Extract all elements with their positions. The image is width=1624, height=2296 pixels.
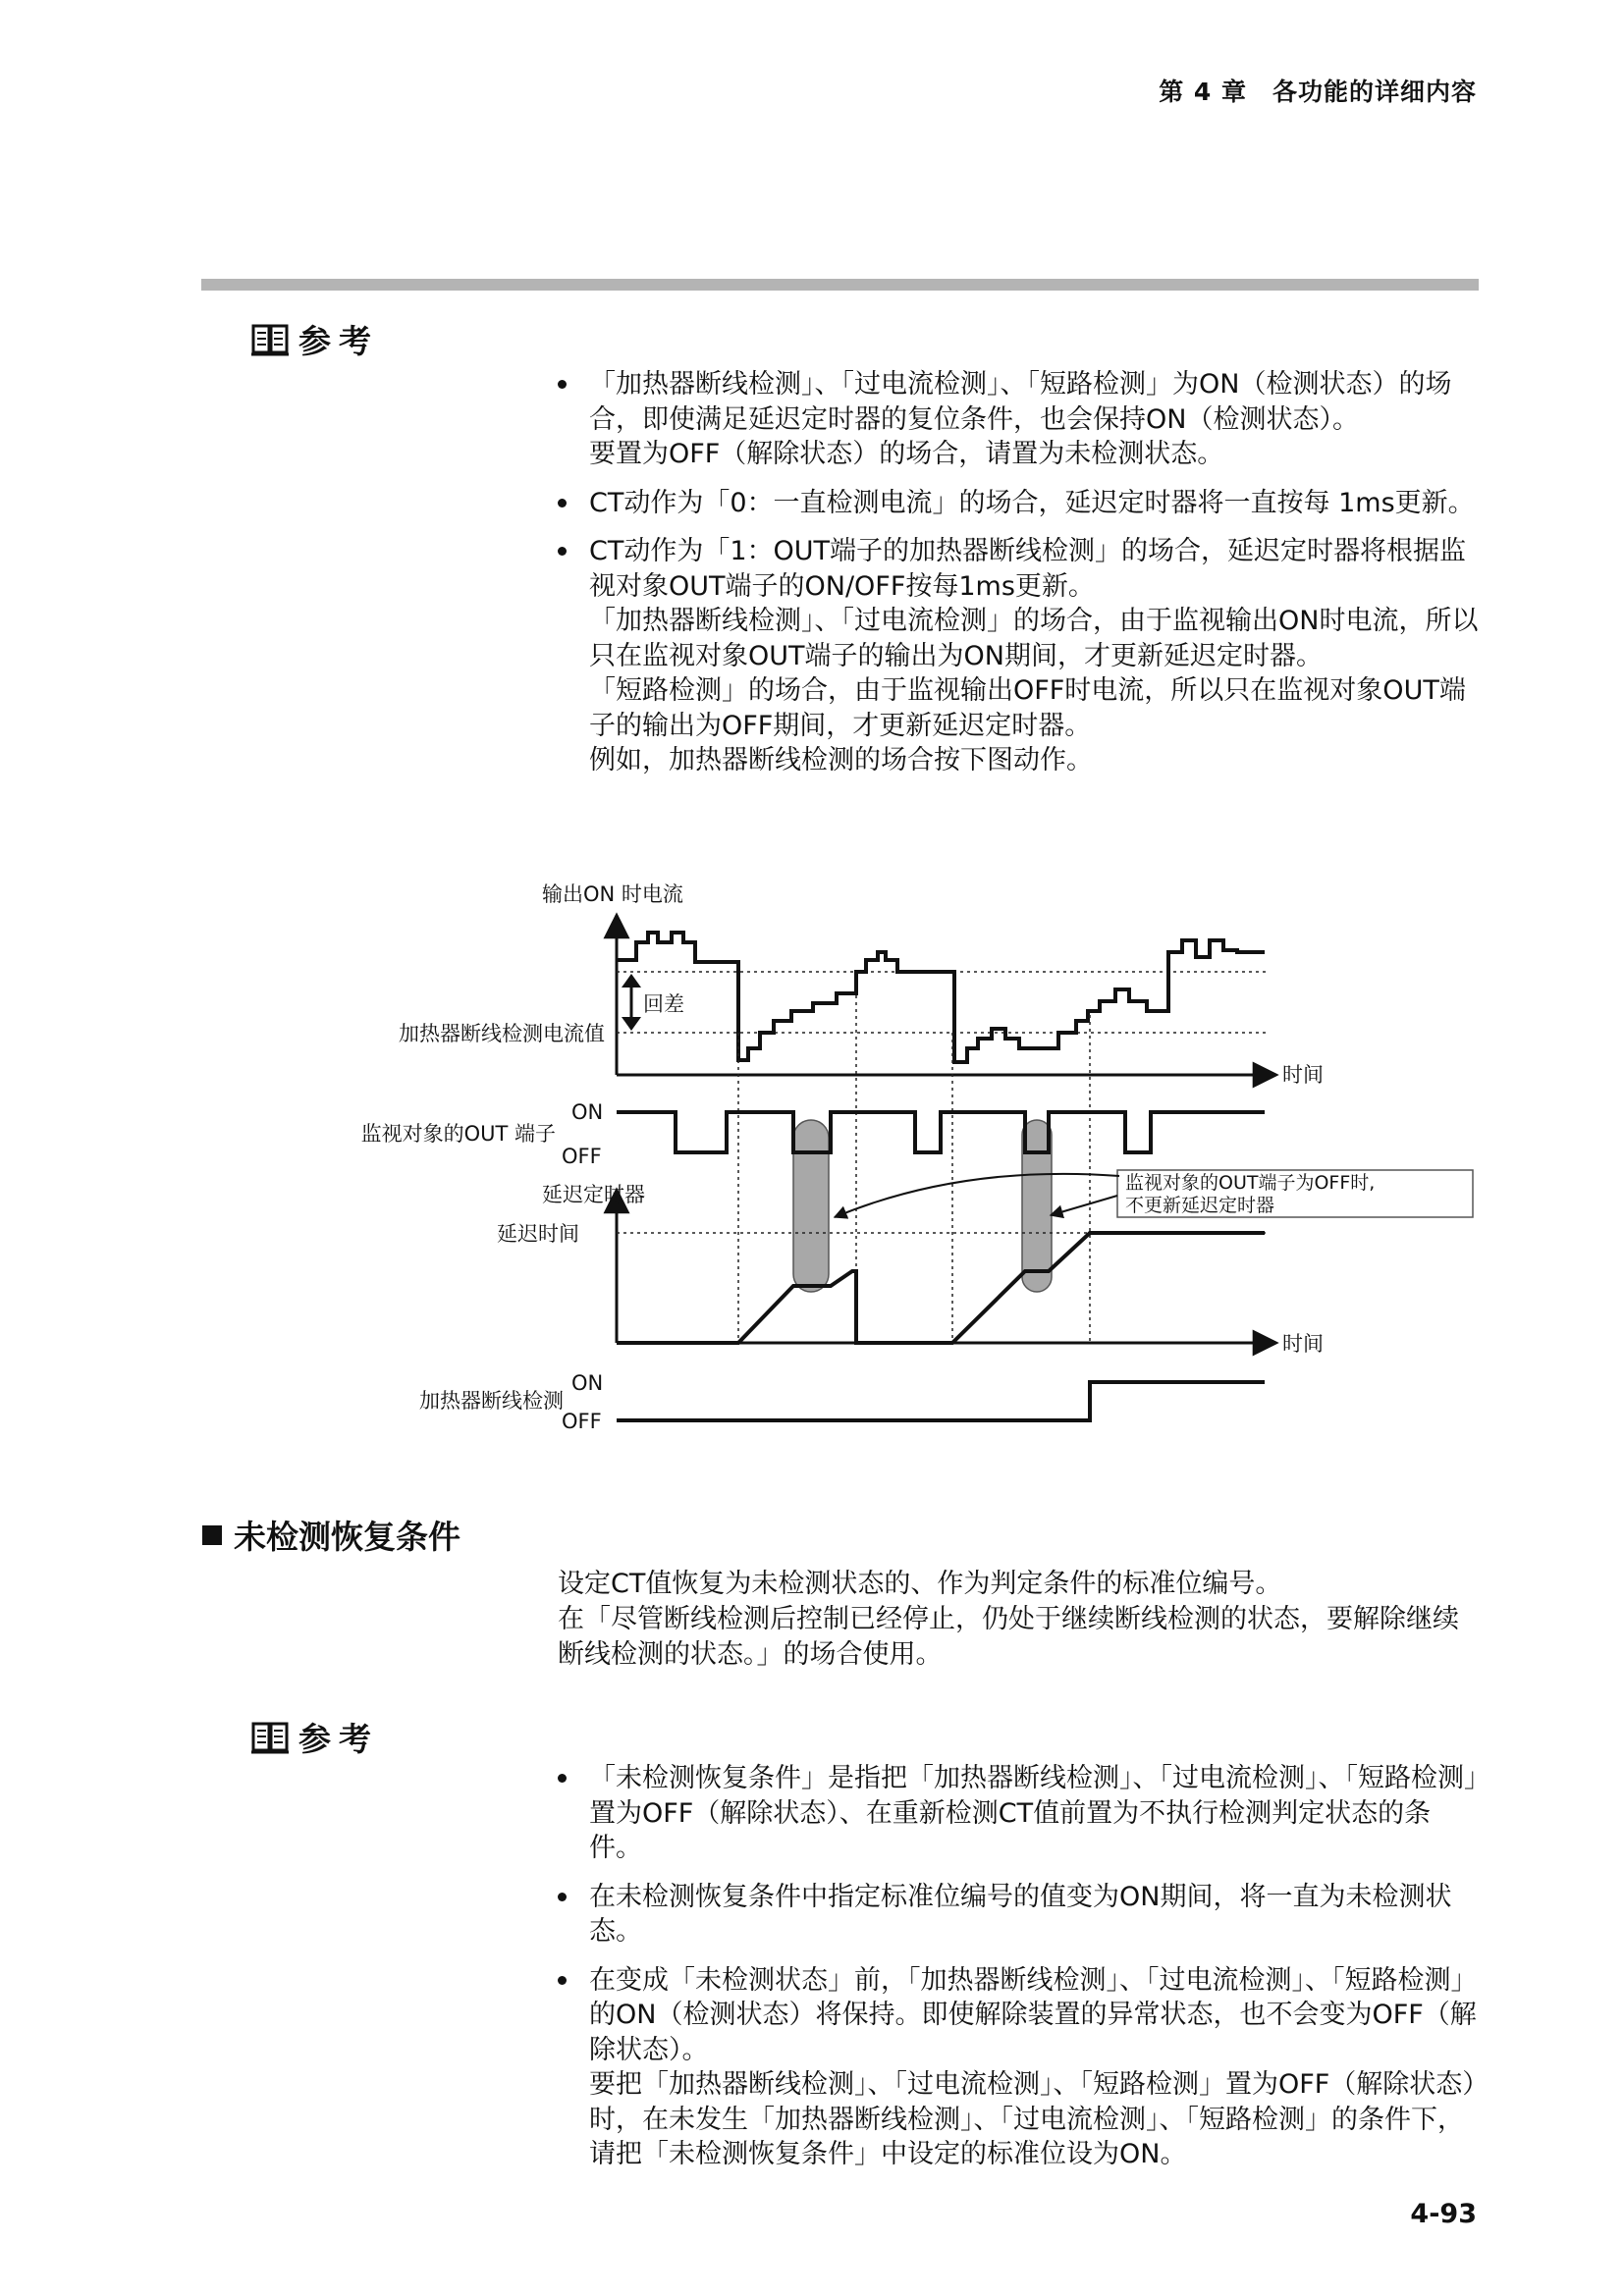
list-paragraph: 在变成「未检测状态」前，「加热器断线检测」、「过电流检测」、「短路检测」的ON（检测状态）将保持。即使解除装置的异常状态，也不会变为OFF（解除状态）。 — [589, 1964, 1478, 2065]
heater-break-waveform — [617, 1382, 1265, 1420]
list-paragraph: CT动作为「1：OUT端子的加热器断线检测」的场合，延迟定时器将根据监视对象OUT端子的ON/OFF按每1ms更新。 — [589, 536, 1467, 602]
current-waveform — [617, 933, 1265, 1062]
on-label: ON — [571, 1371, 604, 1395]
timer-axis-title: 延迟定时器 — [542, 1183, 645, 1206]
on-label: ON — [571, 1100, 604, 1124]
list-paragraph: 「加热器断线检测」、「过电流检测」、「短路检测」为ON（检测状态）的场合，即使满足延迟定时器的复位条件，也会保持ON（检测状态）。 — [589, 369, 1452, 435]
reference-label: 参考 — [298, 322, 379, 360]
note-text: 不更新延迟定时器 — [1125, 1195, 1275, 1216]
chapter-header: 第 4 章 各功能的详细内容 — [1159, 78, 1477, 106]
note-arrow — [835, 1174, 1119, 1217]
section-body — [558, 1567, 1481, 1673]
reference-heading — [251, 1714, 379, 1760]
time-axis-label: 时间 — [1282, 1063, 1324, 1087]
list-paragraph: 「短路检测」的场合，由于监视输出OFF时电流，所以只在监视对象OUT端子的输出为OFF期间，才更新延迟定时器。 — [589, 675, 1466, 741]
list-paragraph: 要把「加热器断线检测」、「过电流检测」、「短路检测」置为OFF（解除状态）时，在未发生「加热器断线检测」、「过电流检测」、「短路检测」的条件下，请把「未检测恢复条件」中设定的标准位设为ON。 — [589, 2069, 1476, 2169]
off-label: OFF — [562, 1145, 602, 1168]
list-paragraph: 「加热器断线检测」、「过电流检测」的场合，由于监视输出ON时电流，所以只在监视对象OUT端子的输出为ON期间，才更新延迟定时器。 — [589, 606, 1479, 671]
heater-break-label: 加热器断线检测 — [419, 1389, 564, 1413]
delay-time-label: 延迟时间 — [497, 1222, 579, 1246]
reference-label: 参考 — [298, 1720, 379, 1758]
hysteresis-arrow-down — [622, 1017, 641, 1031]
threshold-label: 加热器断线检测电流值 — [399, 1022, 605, 1045]
list-item — [558, 1761, 1481, 1866]
section-paragraph: 在「尽管断线检测后控制已经停止，仍处于继续断线检测的状态，要解除继续断线检测的状态。」的场合使用。 — [558, 1604, 1459, 1670]
list-paragraph: CT动作为「0：一直检测电流」的场合，延迟定时器将一直按每 1ms更新。 — [589, 487, 1475, 518]
out-terminal-label: 监视对象的OUT 端子 — [360, 1122, 556, 1146]
hysteresis-label: 回差 — [643, 992, 684, 1016]
list-paragraph: 要置为OFF（解除状态）的场合，请置为未检测状态。 — [589, 439, 1224, 469]
off-label: OFF — [562, 1410, 602, 1433]
list-paragraph: 在未检测恢复条件中指定标准位编号的值变为ON期间，将一直为未检测状态。 — [589, 1881, 1452, 1947]
list-item — [558, 1880, 1481, 1949]
note-arrow — [1051, 1196, 1117, 1215]
section-title: 未检测恢复条件 — [234, 1518, 460, 1556]
hysteresis-arrow-up — [622, 974, 641, 988]
list-paragraph: 「未检测恢复条件」是指把「加热器断线检测」、「过电流检测」、「短路检测」置为OFF（解除状态）、在重新检测CT值前置为不执行检测判定状态的条件。 — [589, 1763, 1478, 1863]
current-axis-title: 输出ON 时电流 — [542, 882, 683, 906]
time-axis-label: 时间 — [1282, 1332, 1324, 1356]
delay-timer-waveform — [617, 1233, 1265, 1343]
section-heading — [202, 1512, 460, 1558]
note-text: 监视对象的OUT端子为OFF时, — [1125, 1172, 1376, 1194]
page-number: 4-93 — [1410, 2199, 1477, 2229]
reference-list-2 — [558, 1761, 1481, 2186]
list-item — [558, 1963, 1481, 2172]
section-paragraph: 设定CT值恢复为未检测状态的、作为判定条件的标准位编号。 — [558, 1569, 1282, 1599]
out-terminal-waveform — [617, 1112, 1265, 1152]
square-bullet-icon — [202, 1525, 222, 1545]
list-paragraph: 例如，加热器断线检测的场合按下图动作。 — [589, 745, 1093, 775]
hold-region-1 — [793, 1120, 829, 1292]
book-icon — [251, 1721, 289, 1754]
